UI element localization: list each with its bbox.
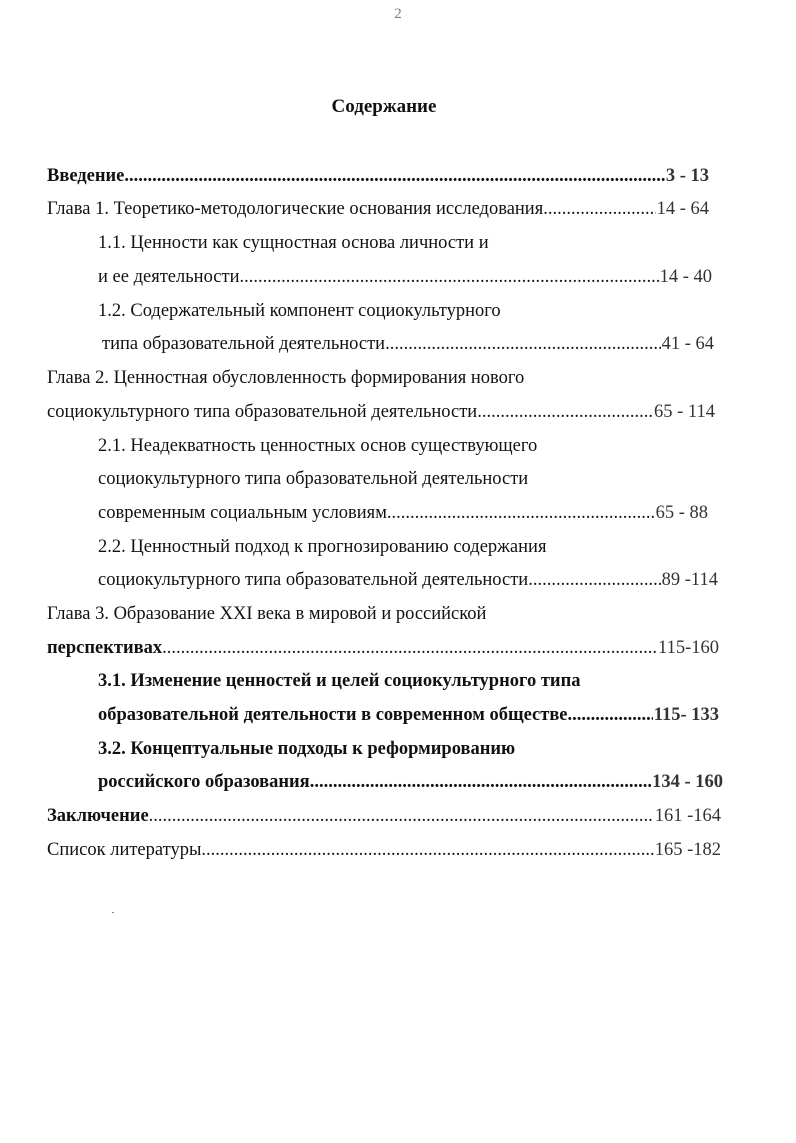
toc-entry-bibliography — [47, 836, 721, 864]
toc-entry-chapter-3 — [47, 600, 727, 628]
toc-entry-conclusion — [47, 802, 721, 830]
toc-entry-pages: 65 - 88 — [655, 503, 708, 523]
toc-entry-text: 2.1. Неадекватность ценностных основ существующего — [98, 436, 538, 456]
toc-entry-pages: 65 - 114 — [654, 402, 715, 422]
leader-dots — [310, 768, 651, 796]
toc-entry-text: Глава 2. Ценностная обусловленность формирования нового — [47, 368, 525, 388]
toc-entry-text: Глава 1. Теоретико-методологические основания исследования — [47, 199, 544, 219]
scan-speck — [112, 912, 114, 913]
page-number: 2 — [394, 6, 402, 22]
toc-entry-text: социокультурного типа образовательной деятельности — [98, 469, 529, 489]
toc-entry-text: социокультурного типа образовательной деятельности — [98, 570, 529, 590]
toc-entry-text: Введение — [47, 166, 125, 186]
toc-entry-section-3-1 — [98, 667, 738, 695]
toc-entry-text: 3.1. Изменение ценностей и целей социокультурного типа — [98, 671, 581, 691]
toc-entry-pages: 14 - 64 — [656, 199, 709, 219]
toc-entry-section-1-2-cont — [102, 330, 714, 358]
toc-entry-section-2-1-cont — [98, 465, 738, 493]
toc-entry-text: типа образовательной деятельности — [102, 334, 386, 354]
toc-entry-pages: 89 -114 — [661, 570, 718, 590]
leader-dots — [239, 263, 658, 291]
toc-entry-chapter-2-cont — [47, 398, 715, 426]
toc-entry-text: перспективах — [47, 638, 163, 658]
leader-dots — [528, 566, 660, 594]
toc-entry-text: и ее деятельности — [98, 267, 240, 287]
toc-entry-chapter-3-cont — [47, 634, 719, 662]
toc-entry-section-1-2 — [98, 297, 698, 325]
leader-dots — [387, 499, 655, 527]
toc-entry-section-2-2 — [98, 533, 738, 561]
toc-entry-text: Глава 3. Образование XXI века в мировой и российской — [47, 604, 487, 624]
toc-entry-text: современным социальным условиям — [98, 503, 387, 523]
toc-entry-pages: 41 - 64 — [661, 334, 714, 354]
leader-dots — [477, 398, 653, 426]
leader-dots — [149, 802, 654, 830]
toc-entry-text: 1.1. Ценности как сущностная основа личности и — [98, 233, 489, 253]
leader-dots — [568, 701, 653, 729]
toc-entry-text: социокультурного типа образовательной деятельности — [47, 402, 478, 422]
toc-entry-pages: 14 - 40 — [659, 267, 712, 287]
toc-entry-section-3-1-cont — [98, 701, 719, 729]
leader-dots — [162, 634, 657, 662]
page-title: Содержание — [331, 96, 437, 117]
toc-entry-text: Список литературы — [47, 840, 202, 860]
toc-entry-text: образовательной деятельности в современном обществе — [98, 705, 568, 725]
toc-entry-text: 2.2. Ценностный подход к прогнозированию содержания — [98, 537, 547, 557]
toc-entry-pages: 134 - 160 — [652, 772, 723, 792]
leader-dots — [201, 836, 653, 864]
toc-entry-section-3-2-cont — [98, 768, 723, 796]
toc-entry-pages: 161 -164 — [654, 806, 721, 826]
toc-entry-text: Заключение — [47, 806, 149, 826]
toc-entry-section-1-1 — [98, 229, 698, 257]
toc-entry-pages: 3 - 13 — [665, 166, 709, 186]
toc-entry-chapter-1 — [47, 195, 709, 223]
toc-entry-pages: 165 -182 — [654, 840, 721, 860]
toc-entry-chapter-2 — [47, 364, 727, 392]
toc-entry-section-2-1-cont2 — [98, 499, 708, 527]
leader-dots — [124, 162, 664, 190]
toc-entry-section-2-1 — [98, 432, 738, 460]
leader-dots — [543, 195, 655, 223]
toc-entry-section-3-2 — [98, 735, 738, 763]
toc-entry-pages: 115- 133 — [653, 705, 719, 725]
toc-entry-text: российского образования — [98, 772, 310, 792]
toc-entry-text: 1.2. Содержательный компонент социокультурного — [98, 301, 501, 321]
toc-entry-introduction — [47, 162, 709, 190]
leader-dots — [385, 330, 661, 358]
toc-entry-section-2-2-cont — [98, 566, 718, 594]
toc-entry-pages: 115-160 — [658, 638, 719, 658]
toc-entry-text: 3.2. Концептуальные подходы к реформированию — [98, 739, 516, 759]
toc-entry-section-1-1-cont — [98, 263, 712, 291]
